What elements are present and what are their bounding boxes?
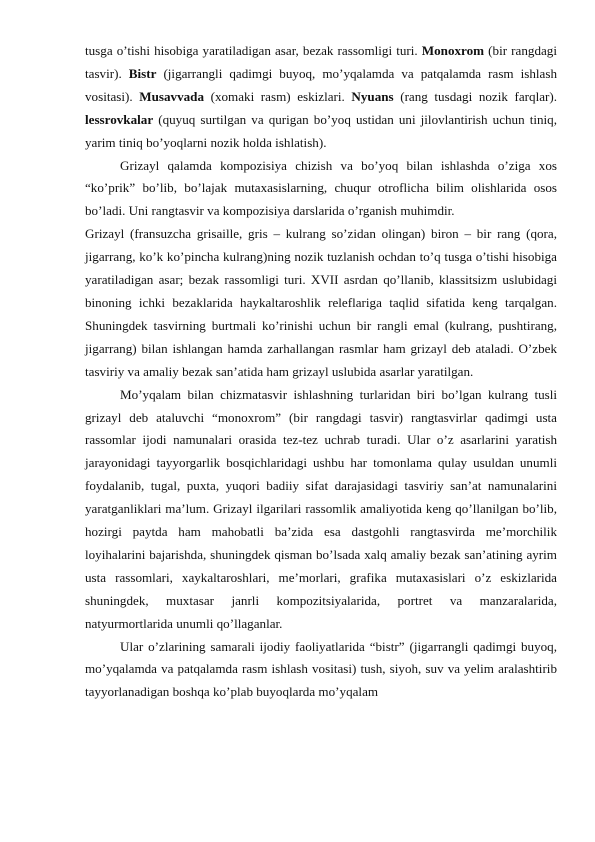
term-bistr: Bistr bbox=[128, 65, 157, 81]
paragraph-text: Grizayl (fransuzcha grisaille, gris – kulrang so’zidan olingan) biron – bir rang (qora, jigarrang, ko’k ko’pincha kulrang)ning nozik tuzlanish ochdan to’q tusga o’tishi hisobiga yaratiladigan asar; bezak rassomligi turi. XVII asrdan qo’llanib, klassitsizm uslubidagi binoning ichki bezaklarida haykaltaroshlik releflariga taqlid sifatida keng tarqalgan. Shuningdek tasvirning burtmali ko’rinishi uchun bir rangli emal (kulrang, pushtirang, jigarrang) bilan ishlangan hamda zarhallangan rasmlar ham grizayl deb ataladi. O’zbek tasviriy va amaliy bezak san’atida ham grizayl uslubida asarlar yaratilgan. bbox=[85, 226, 557, 379]
paragraph-text: (rang tusdagi nozik farqlar). bbox=[393, 88, 558, 104]
document-page bbox=[85, 40, 557, 704]
term-nyuans: Nyuans bbox=[351, 88, 394, 104]
paragraph-text: Mo’yqalam bilan chizmatasvir ishlashning turlaridan biri bo’lgan kulrang tusli grizayl deb ataluvchi “monoxrom” (bir rangdagi tasvir) rangtasvirlar qadimgi usta rassomlar ijodi namunalari orasida tez-tez uchrab turadi. Ular o’z asarlarini yaratish jarayonidagi tayyorgarlik bosqichlaridagi ushbu har tomonlama qulay usuldan unumli foydalanib, tugal, puxta, yuqori badiiy sifat darajasidagi tasviriy san’at namunalarini yaratganliklari ma’lum. Grizayl ilgarilari rassomlik amaliyotida keng qo’llanilgan bo’lib, hozirgi paytda ham mahobatli ba’zida esa dastgohli rangtasvirda me’morchilik loyihalarini bajarishda, shuningdek qisman bo’lsada xalq amaliy bezak san’atining ayrim usta rassomlari, xaykaltaroshlari, me’morlari, grafika mutaxasislari o’z eskizlarida shuningdek, muxtasar janrli kompozitsiyalarida, portret va manzaralarida, natyurmortlarida unumli qo’llaganlar. bbox=[85, 386, 557, 631]
paragraph-1 bbox=[85, 40, 557, 155]
paragraph-text: Ular o’zlarining samarali ijodiy faoliyatlarida “bistr” (jigarrangli qadimgi buyoq, mo’yqalamda va patqalamda rasm ishlash vositasi) tush, siyoh, suv va yelim aralashtirib tayyorlanadigan boshqa ko’plab buyoqlarda mo’yqalam bbox=[85, 638, 557, 700]
term-lessrovkalar: lessrovkalar bbox=[85, 111, 154, 127]
paragraph-text: (quyuq surtilgan va qurigan bo’yoq ustidan uni jilovlantirish uchun tiniq, yarim tiniq bo’yoqlarni nozik holda ishlatish). bbox=[85, 111, 557, 150]
paragraph-text: (jigarrangli qadimgi buyoq, mo’yqalamda va patqalamda rasm ishlash vositasi). bbox=[85, 65, 558, 104]
paragraph-text: Grizayl qalamda kompozisiya chizish va bo’yoq bilan ishlashda o’ziga xos “ko’prik” bo’lib, bo’lajak mutaxasislarning, chuqur otroflicha bilim olishlarida osos bo’ladi. Uni rangtasvir va kompozisiya darslarida o’rganish muhimdir. bbox=[85, 157, 557, 219]
term-musavvada: Musavvada bbox=[139, 88, 204, 104]
paragraph-text: (xomaki rasm) eskizlari. bbox=[204, 88, 352, 104]
paragraph-text: tusga o’tishi hisobiga yaratiladigan asar, bezak rassomligi turi. bbox=[85, 43, 422, 58]
paragraph-text: (bir rangdagi tasvir). bbox=[85, 43, 557, 81]
paragraph-4 bbox=[85, 384, 557, 636]
term-monoxrom: Monoxrom bbox=[421, 43, 485, 58]
paragraph-5 bbox=[85, 636, 557, 705]
paragraph-3 bbox=[85, 223, 557, 383]
paragraph-2 bbox=[85, 155, 557, 224]
